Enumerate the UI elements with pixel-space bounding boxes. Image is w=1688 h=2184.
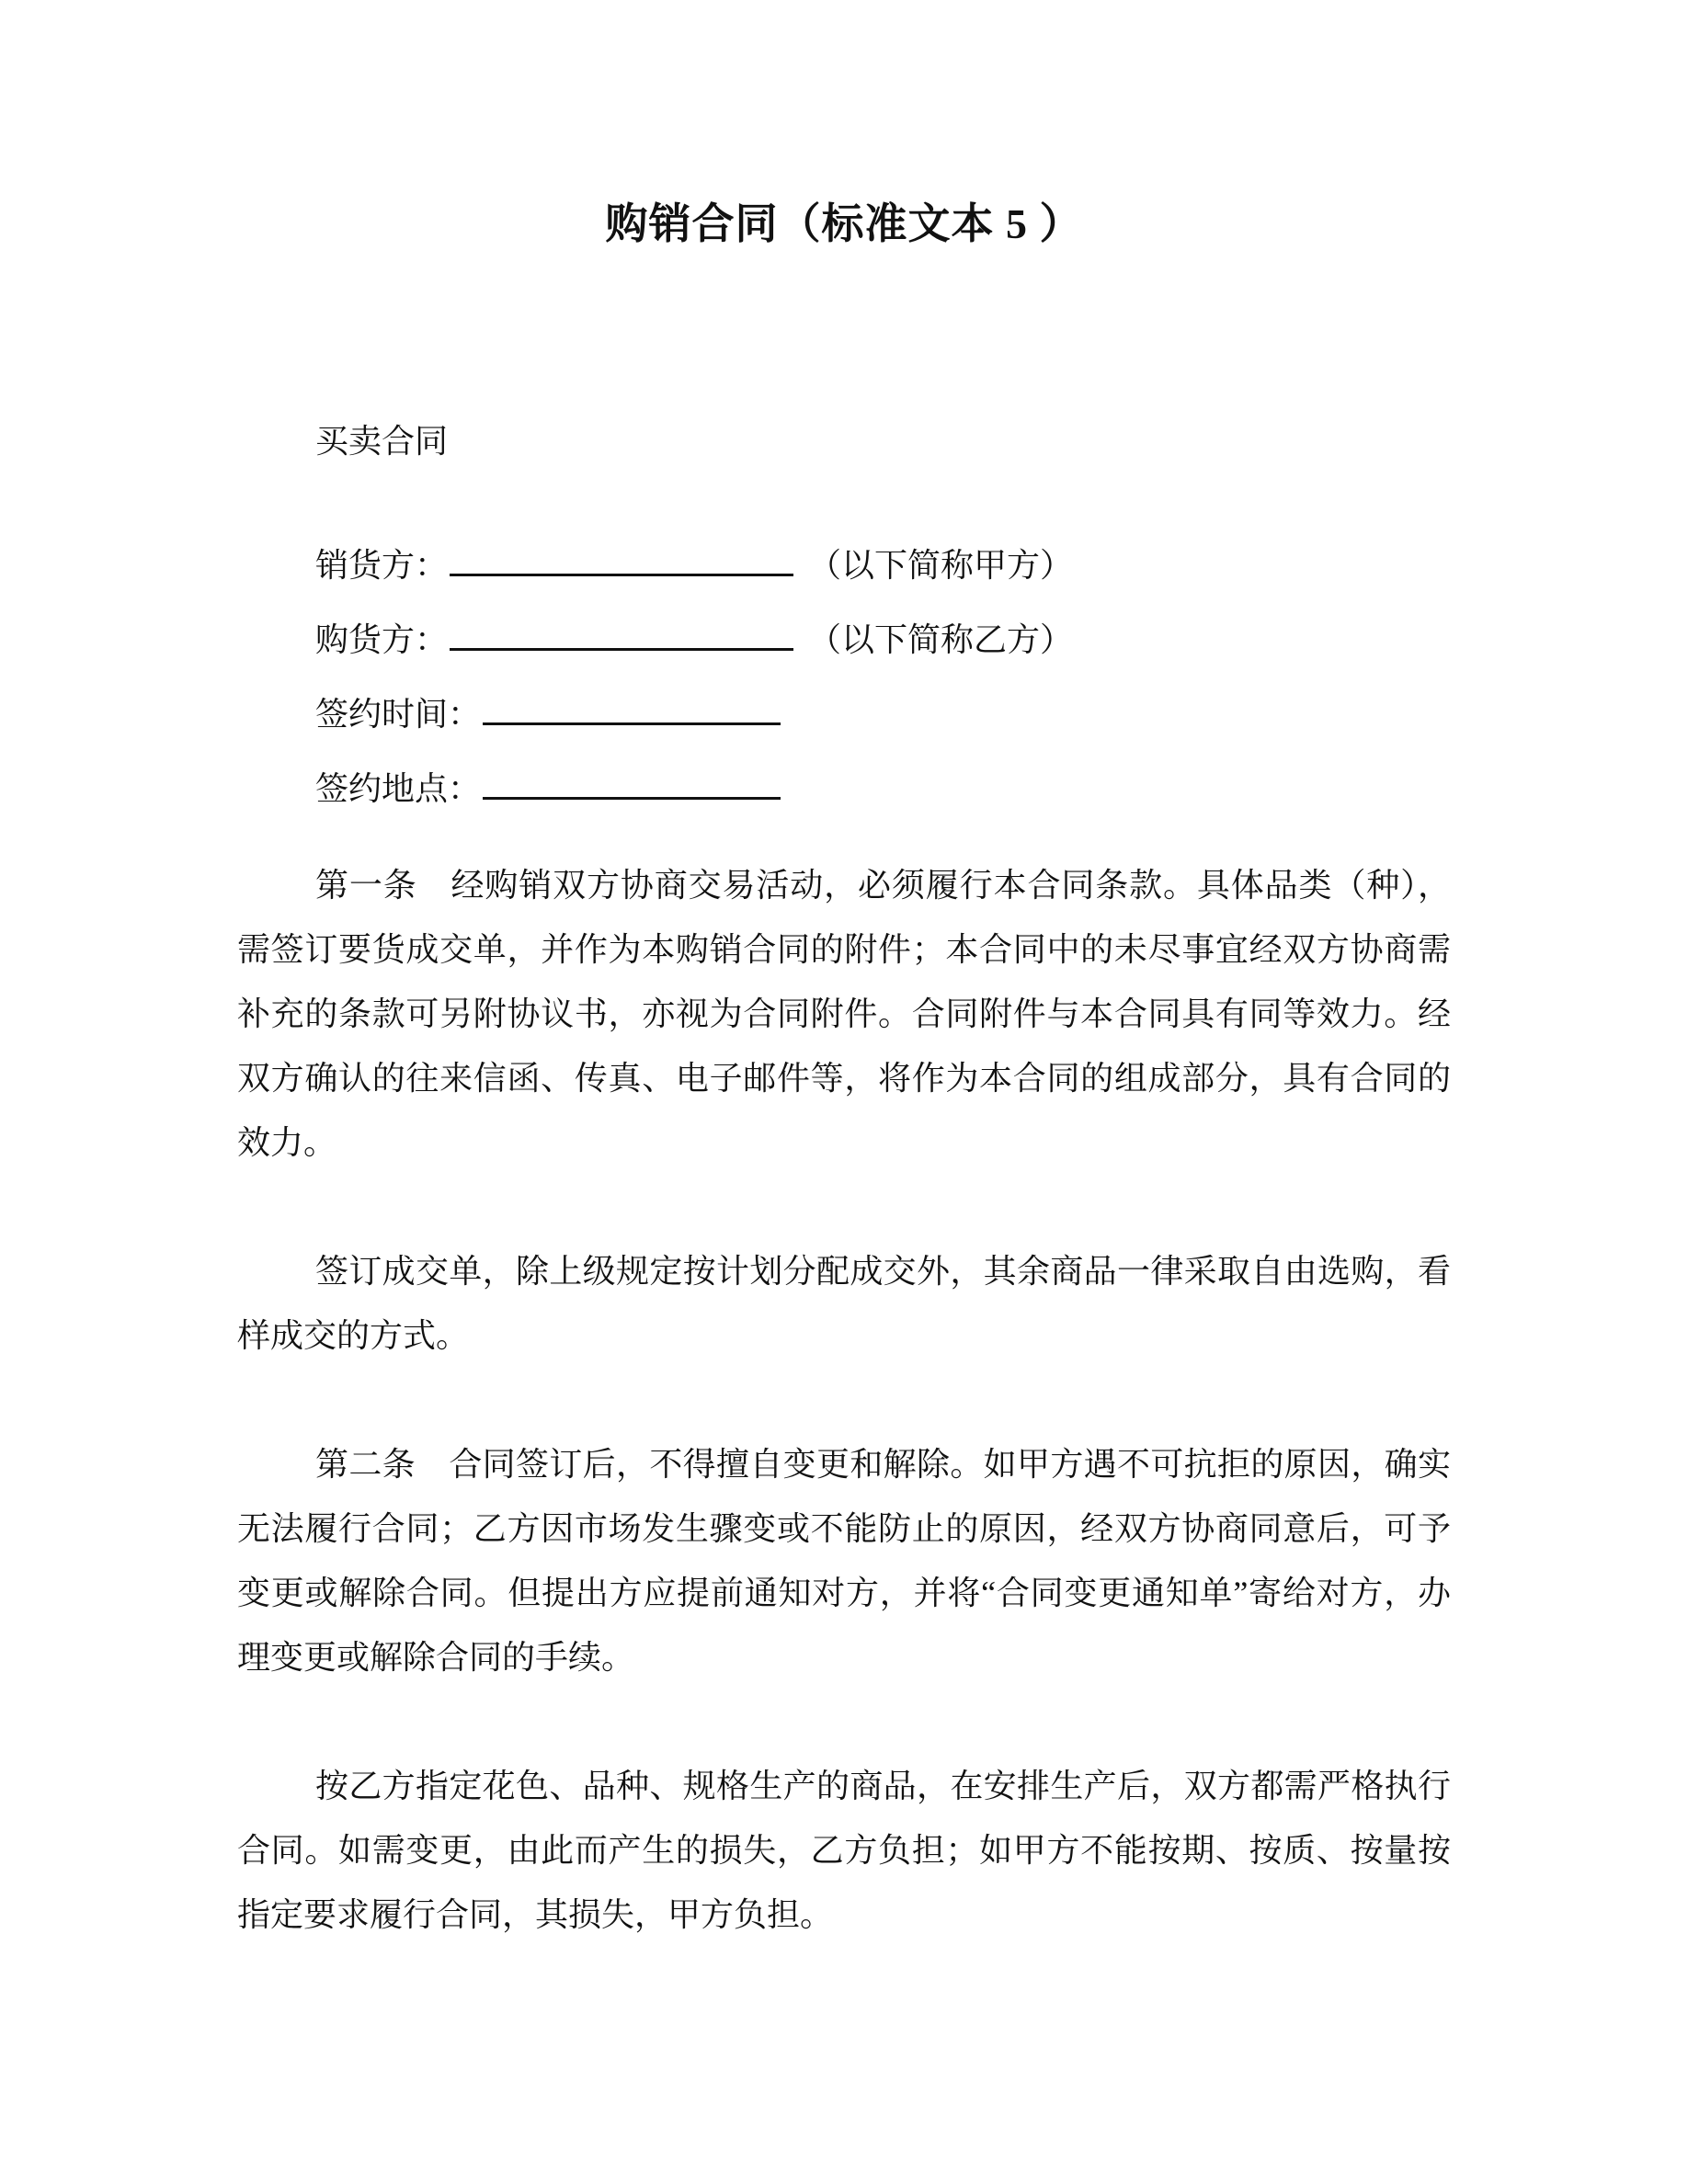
clause-paragraph-3: 第二条 合同签订后，不得擅自变更和解除。如甲方遇不可抗拒的原因，确实无法履行合同；乙方因市场发生骤变或不能防止的原因，经双方协商同意后，可予变更或解除合同。但提出方应提前通知对方，并将“合同变更通知单”寄给对方，办理变更或解除合同的手续。: [237, 1446, 1451, 1676]
buyer-label: 购货方：: [315, 621, 449, 658]
signing-date-label: 签约时间：: [315, 696, 482, 733]
buyer-fill-in-blank: [450, 618, 793, 651]
contract-type-label: 买卖合同: [315, 423, 449, 460]
clause-paragraph-2: 签订成交单，除上级规定按计划分配成交外，其余商品一律采取自由选购，看样成交的方式。: [237, 1253, 1451, 1354]
clause-paragraph-4: 按乙方指定花色、品种、规格生产的商品，在安排生产后，双方都需严格执行合同。如需变更，由此而产生的损失，乙方负担；如甲方不能按期、按质、按量按指定要求履行合同，其损失，甲方负担。: [237, 1768, 1451, 1933]
party-row-buyer: [237, 603, 1451, 677]
signing-date-row: [237, 677, 1451, 752]
signing-place-label: 签约地点：: [315, 770, 482, 807]
party-row-seller: [237, 529, 1451, 603]
clause-paragraph-1: 第一条 经购销双方协商交易活动，必须履行本合同条款。具体品类（种），需签订要货成交单，并作为本购销合同的附件；本合同中的未尽事宜经双方协商需补充的条款可另附协议书，亦视为合同附件。合同附件与本合同具有同等效力。经双方确认的往来信函、传真、电子邮件等，将作为本合同的组成部分，具有合同的效力。: [237, 867, 1451, 1161]
signing-place-row: [237, 752, 1451, 826]
signing-date-fill-in-blank: [483, 692, 781, 725]
signing-place-fill-in-blank: [483, 767, 781, 800]
parties-section: [237, 529, 1451, 826]
buyer-alias-note: （以下简称乙方）: [808, 621, 1074, 658]
seller-label: 销货方：: [315, 547, 449, 584]
seller-alias-note: （以下简称甲方）: [808, 547, 1074, 584]
seller-fill-in-blank: [450, 543, 793, 576]
document-title: 购销合同（标准文本 5 ）: [605, 200, 1083, 247]
